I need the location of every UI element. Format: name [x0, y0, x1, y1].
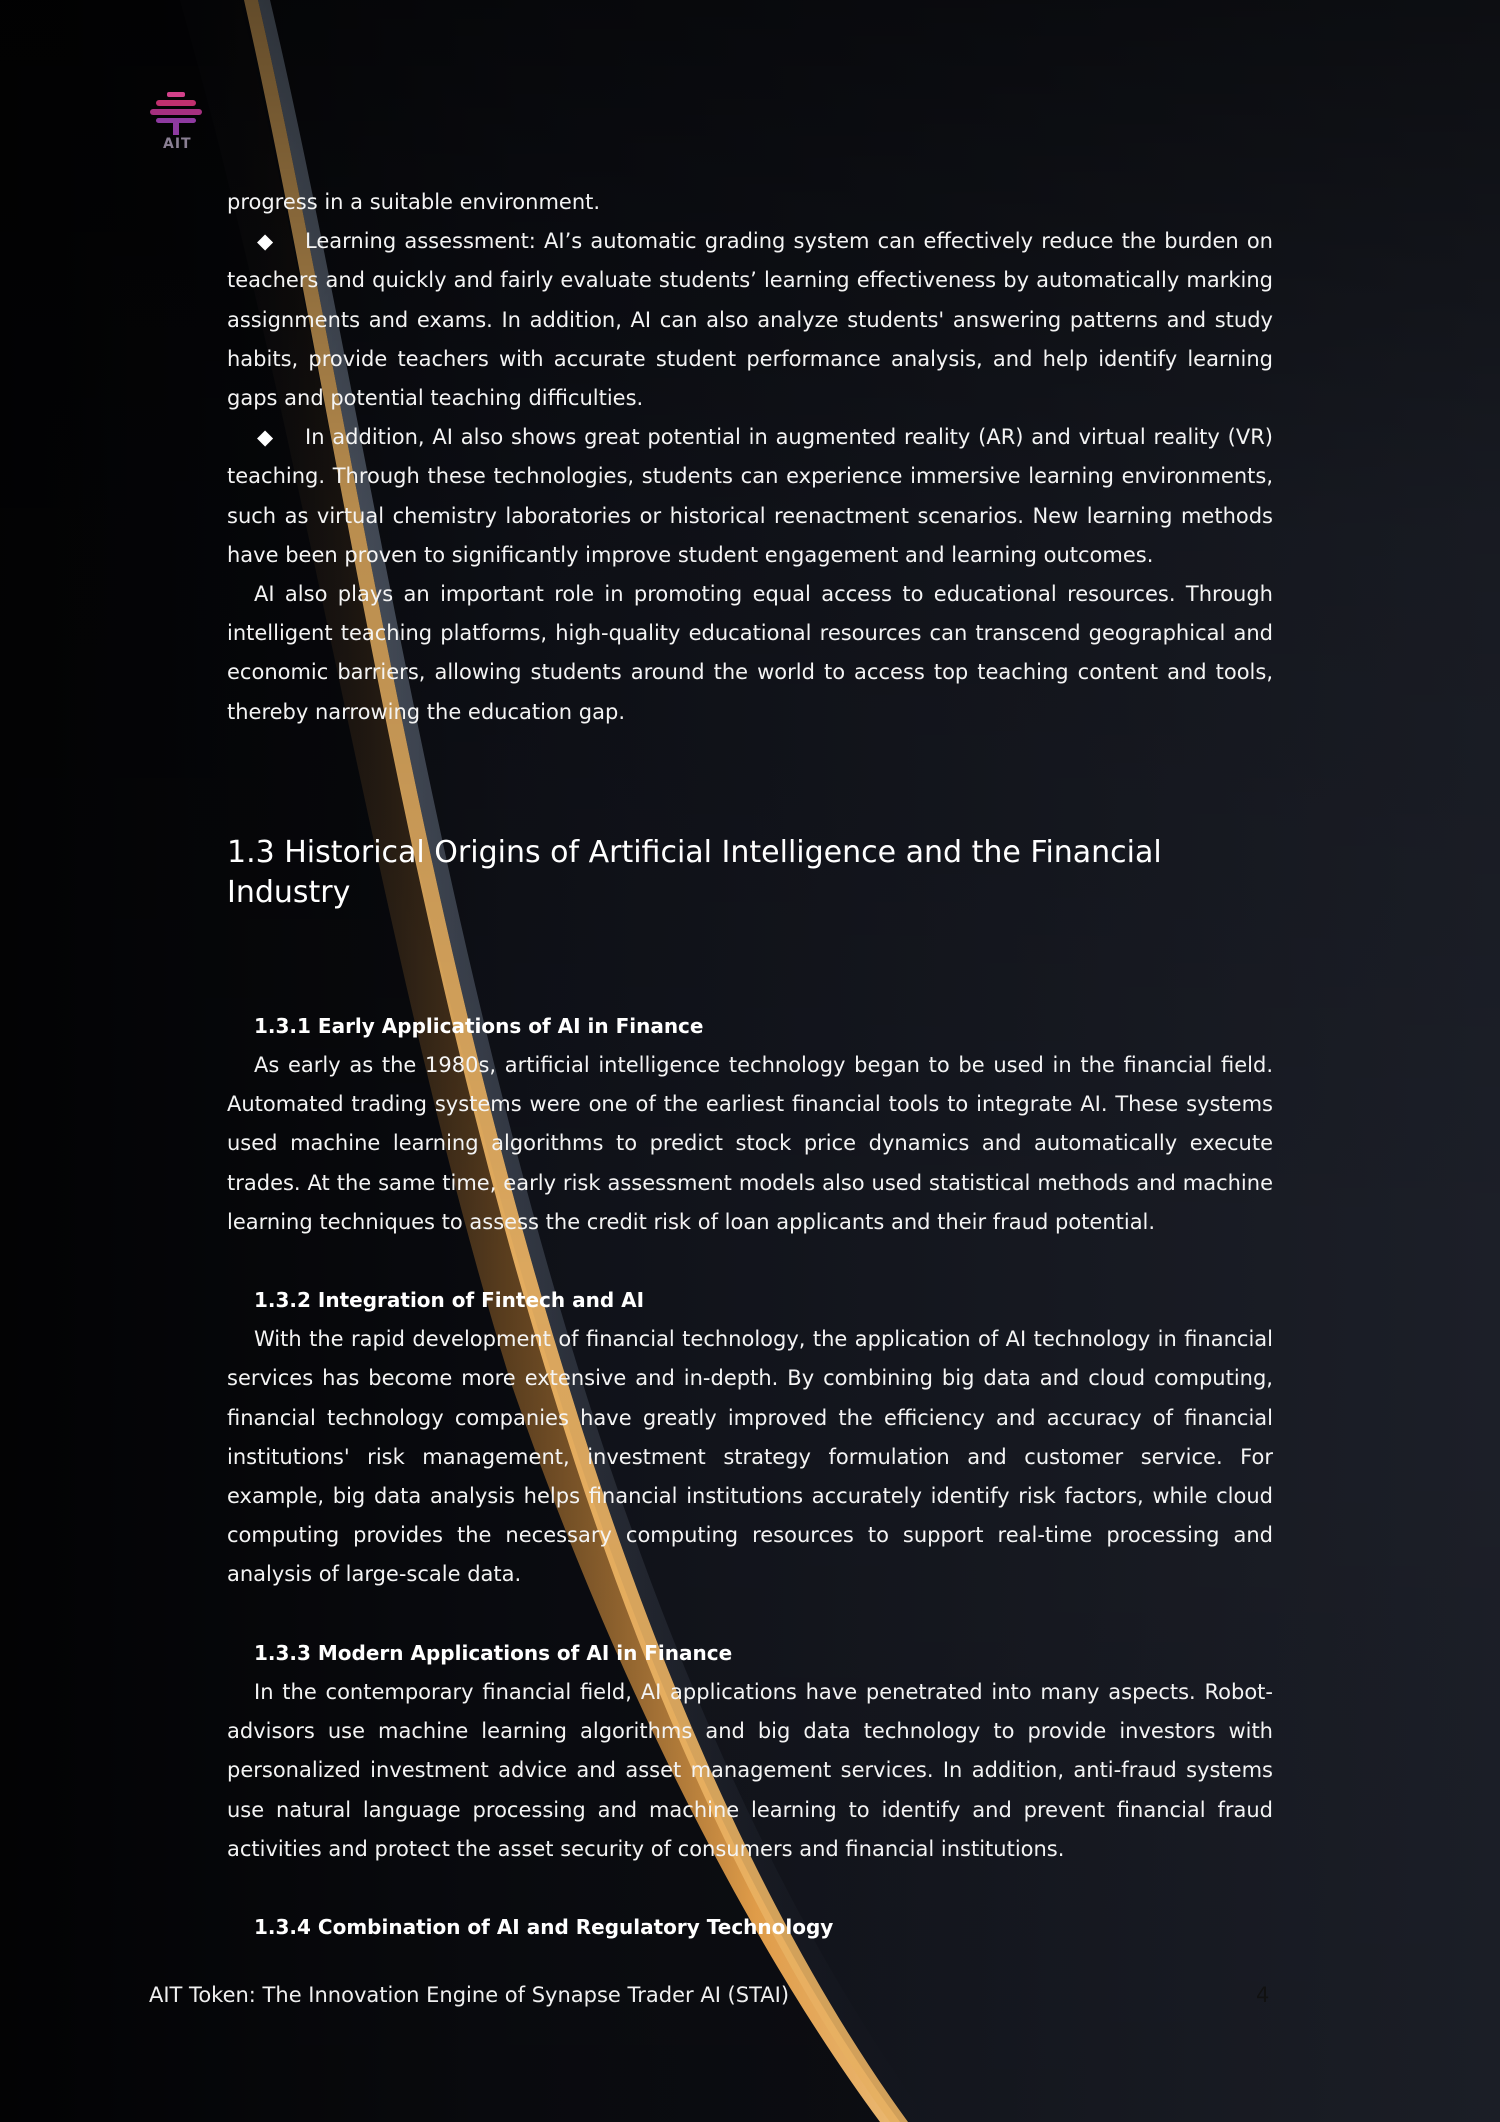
footer-title: AIT Token: The Innovation Engine of Synapse Trader AI (STAI) [149, 1983, 790, 2007]
page-number: 4 [1256, 1983, 1270, 2007]
subsection-body: As early as the 1980s, artificial intelligence technology began to be used in the financial field. Automated trading systems were one of the earliest financial tools to integrate AI. These systems used machine learning algorithms to predict stock price dynamics and automatically execute trades. At the same time, early risk assessment models also used statistical methods and machine learning techniques to assess the credit risk of loan applicants and their fraud potential. [227, 1053, 1273, 1234]
bullet-item [227, 418, 1273, 575]
subsection-body: With the rapid development of financial technology, the application of AI technology in financial services has become more extensive and in-depth. By combining big data and cloud computing, financial technology companies have greatly improved the efficiency and accuracy of financial institutions' risk management, investment strategy formulation and customer service. For example, big data analysis helps financial institutions accurately identify risk factors, while cloud computing provides the necessary computing resources to support real-time processing and analysis of large-scale data. [227, 1327, 1273, 1587]
document-body [227, 183, 1273, 1947]
subsection-body: In the contemporary financial field, AI applications have penetrated into many aspects. Robot-advisors use machine learning algorithms and big data technology to provide investors with personalized investment advice and asset management services. In addition, anti-fraud systems use natural language processing and machine learning to identify and prevent financial fraud activities and protect the asset security of consumers and financial institutions. [227, 1679, 1273, 1861]
subsection-heading: 1.3.4 Combination of AI and Regulatory Technology [254, 1914, 834, 1939]
logo-text: AIT [163, 136, 192, 152]
bullet-text: Learning assessment: AI’s automatic grading system can effectively reduce the burden on teachers and quickly and fairly evaluate students’ learning effectiveness by automatically marking assignments and exams. In addition, AI can also analyze students' answering patterns and study habits, provide teachers with accurate student performance analysis, and help identify learning gaps and potential teaching difficulties. [227, 229, 1273, 411]
bullet-item [227, 222, 1273, 418]
subsection-heading: 1.3.1 Early Applications of AI in Finance [254, 1013, 704, 1038]
diamond-bullet-icon: ◆ [257, 229, 274, 254]
intro-line: progress in a suitable environment. [227, 190, 601, 214]
subsection-heading: 1.3.2 Integration of Fintech and AI [254, 1288, 645, 1313]
subsection-heading: 1.3.3 Modern Applications of AI in Finance [254, 1640, 733, 1665]
equal-access-paragraph: AI also plays an important role in promoting equal access to educational resources. Through intelligent teaching platforms, high-quality educational resources can transcend geographical and economic barriers, allowing students around the world to access top teaching content and tools, thereby narrowing the education gap. [227, 582, 1273, 724]
diamond-bullet-icon: ◆ [257, 425, 274, 450]
section-title: 1.3 Historical Origins of Artificial Intelligence and the Financial Industry [227, 834, 1162, 910]
bullet-text: In addition, AI also shows great potential in augmented reality (AR) and virtual reality (VR) teaching. Through these technologies, students can experience immersive learning environments, such as virtual chemistry laboratories or historical reenactment scenarios. New learning methods have been proven to significantly improve student engagement and learning outcomes. [227, 425, 1273, 567]
